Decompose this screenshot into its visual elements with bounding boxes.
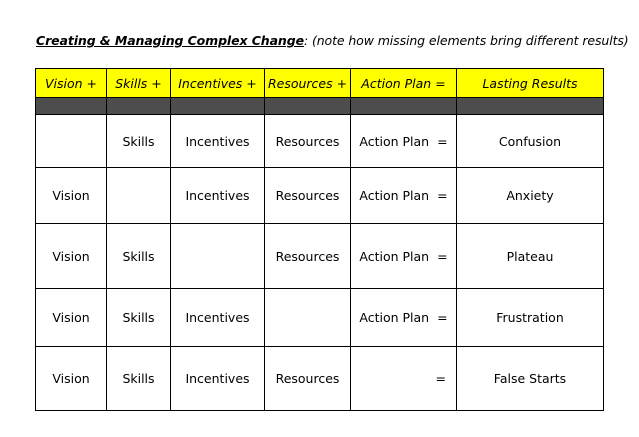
header-vision: Vision +: [36, 69, 107, 98]
band-cell: [107, 98, 171, 115]
document-title: [36, 33, 629, 48]
header-row: [36, 69, 604, 98]
header-resources: Resources +: [265, 69, 351, 98]
cell-result: False Starts: [457, 347, 604, 411]
action-plan-text: Action Plan: [359, 133, 430, 149]
table-row: [36, 115, 604, 168]
cell-result: Confusion: [457, 115, 604, 168]
band-cell: [36, 98, 107, 115]
cell-skills: [107, 168, 171, 224]
header-action-plan: Action Plan =: [351, 69, 457, 98]
equals-sign: =: [437, 133, 448, 149]
action-plan-text: Action Plan: [359, 310, 430, 325]
cell-resources: [265, 289, 351, 347]
band-cell: [171, 98, 265, 115]
cell-incentives: Incentives: [171, 168, 265, 224]
cell-skills: Skills: [107, 347, 171, 411]
cell-resources: Resources: [265, 115, 351, 168]
cell-action-plan: [351, 347, 457, 411]
cell-vision: Vision: [36, 347, 107, 411]
cell-vision: Vision: [36, 168, 107, 224]
cell-result: Anxiety: [457, 168, 604, 224]
band-cell: [457, 98, 604, 115]
cell-incentives: Incentives: [171, 289, 265, 347]
equals-sign: =: [435, 371, 446, 386]
cell-result: Frustration: [457, 289, 604, 347]
band-cell: [265, 98, 351, 115]
header-incentives: Incentives +: [171, 69, 265, 98]
complex-change-table: [35, 68, 604, 411]
cell-action-plan: [351, 168, 457, 224]
cell-skills: Skills: [107, 115, 171, 168]
separator-band: [36, 98, 604, 115]
action-plan-text: Action Plan: [359, 188, 430, 203]
equals-sign: =: [437, 248, 448, 264]
table-row: [36, 168, 604, 224]
cell-resources: Resources: [265, 347, 351, 411]
title-note: : (note how missing elements bring different results): [303, 33, 629, 48]
cell-resources: Resources: [265, 168, 351, 224]
table-row: [36, 224, 604, 289]
table-row: [36, 347, 604, 411]
cell-vision: Vision: [36, 224, 107, 289]
cell-result: Plateau: [457, 224, 604, 289]
band-cell: [351, 98, 457, 115]
title-main: Creating & Managing Complex Change: [36, 33, 304, 48]
header-skills: Skills +: [107, 69, 171, 98]
action-plan-text: Action Plan: [359, 248, 430, 264]
cell-action-plan: [351, 115, 457, 168]
cell-vision: [36, 115, 107, 168]
header-lasting-results: Lasting Results: [457, 69, 604, 98]
cell-incentives: [171, 224, 265, 289]
cell-incentives: Incentives: [171, 115, 265, 168]
equals-sign: =: [437, 188, 448, 203]
cell-skills: Skills: [107, 289, 171, 347]
cell-incentives: Incentives: [171, 347, 265, 411]
cell-action-plan: [351, 289, 457, 347]
cell-vision: Vision: [36, 289, 107, 347]
table-row: [36, 289, 604, 347]
cell-skills: Skills: [107, 224, 171, 289]
cell-resources: Resources: [265, 224, 351, 289]
cell-action-plan: [351, 224, 457, 289]
equals-sign: =: [437, 310, 448, 325]
